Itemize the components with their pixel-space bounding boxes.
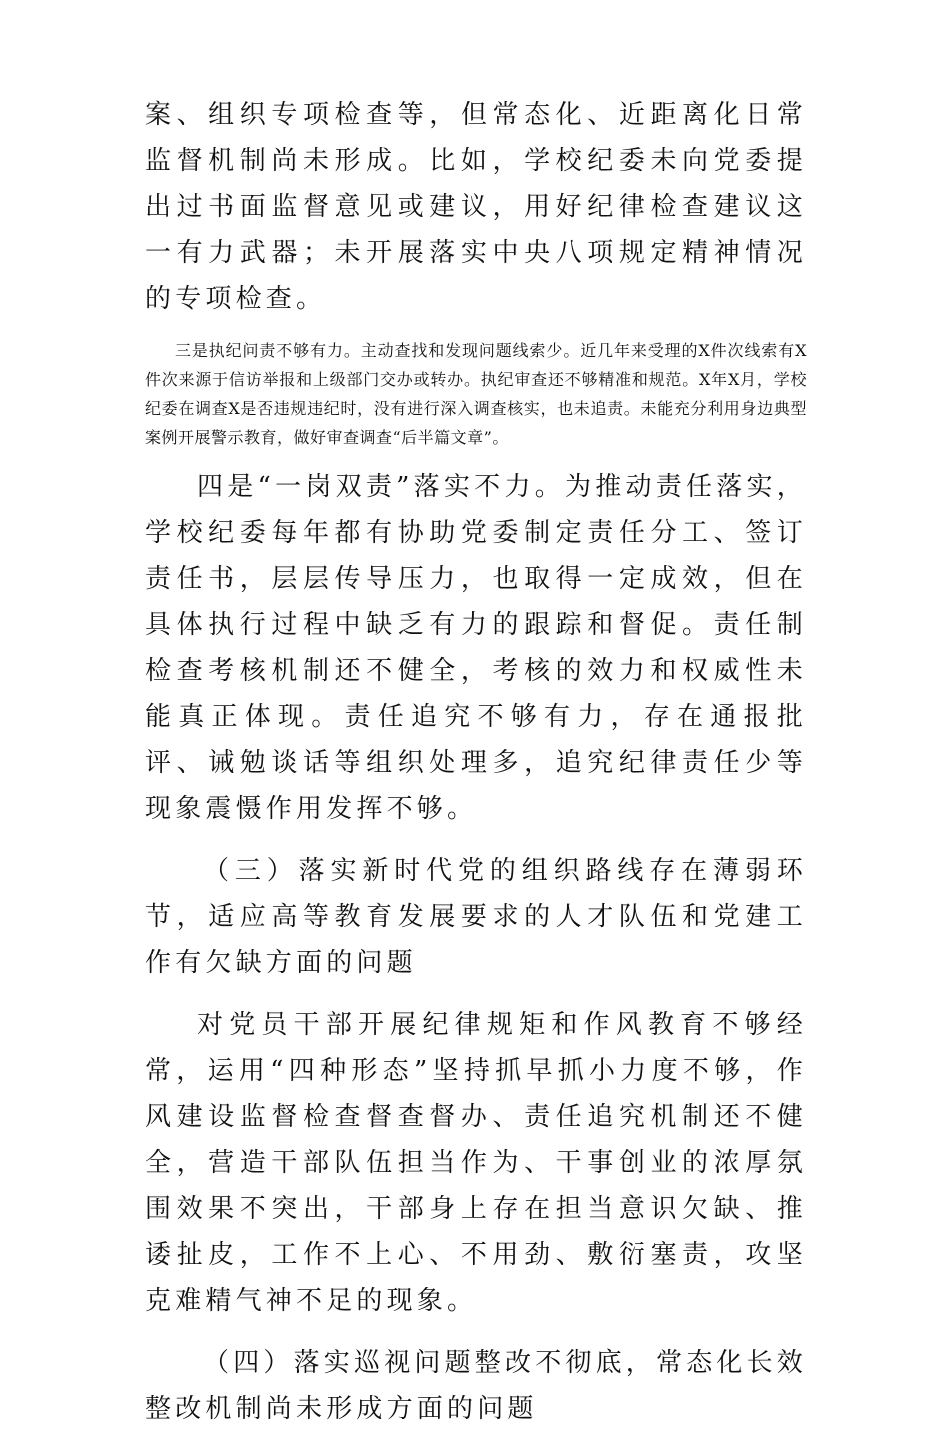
paragraph-discipline-accountability: 三是执纪问责不够有力。主动查找和发现问题线索少。近几年来受理的X件次线索有X件次来源于信访举报和上级部门交办或转办。执纪审查还不够精准和规范。X年X月，学校纪委在调查X是否违规违纪时，没有进行深入调查核实，也未追责。未能充分利用身边典型案例开展警示教育，做好审查调查“后半篇文章”。 [145,341,807,447]
paragraph-one-post-two-duties: 四是“一岗双责”落实不力。为推动责任落实，学校纪委每年都有协助党委制定责任分工、签订责任书，层层传导压力，也取得一定成效，但在具体执行过程中缺乏有力的跟踪和督促。责任制检查考核机制还不健全，考核的效力和权威性未能真正体现。责任追究不够有力，存在通报批评、诫勉谈话等组织处理多，追究纪律责任少等现象震慑作用发挥不够。 [145,472,807,824]
paragraph-cadre-education: 对党员干部开展纪律规矩和作风教育不够经常，运用“四种形态”坚持抓早抓小力度不够，作风建设监督检查督查督办、责任追究机制还不健全，营造干部队伍担当作为、干事创业的浓厚氛围效果不突出，干部身上存在担当意识欠缺、推诿扯皮，工作不上心、不用劲、敷衍塞责，攻坚克难精气神不足的现象。 [145,1010,807,1316]
section-heading-four: （四）落实巡视问题整改不彻底，常态化长效整改机制尚未形成方面的问题 [145,1348,808,1424]
section-heading-three: （三）落实新时代党的组织路线存在薄弱环节，适应高等教育发展要求的人才队伍和党建工作有欠缺方面的问题 [145,856,807,978]
paragraph-supervision-continued: 案、组织专项检查等，但常态化、近距离化日常监督机制尚未形成。比如，学校纪委未向党委提出过书面监督意见或建议，用好纪律检查建议这一有力武器；未开展落实中央八项规定精神情况的专项检查。 [145,100,807,314]
document-body [145,92,807,1432]
